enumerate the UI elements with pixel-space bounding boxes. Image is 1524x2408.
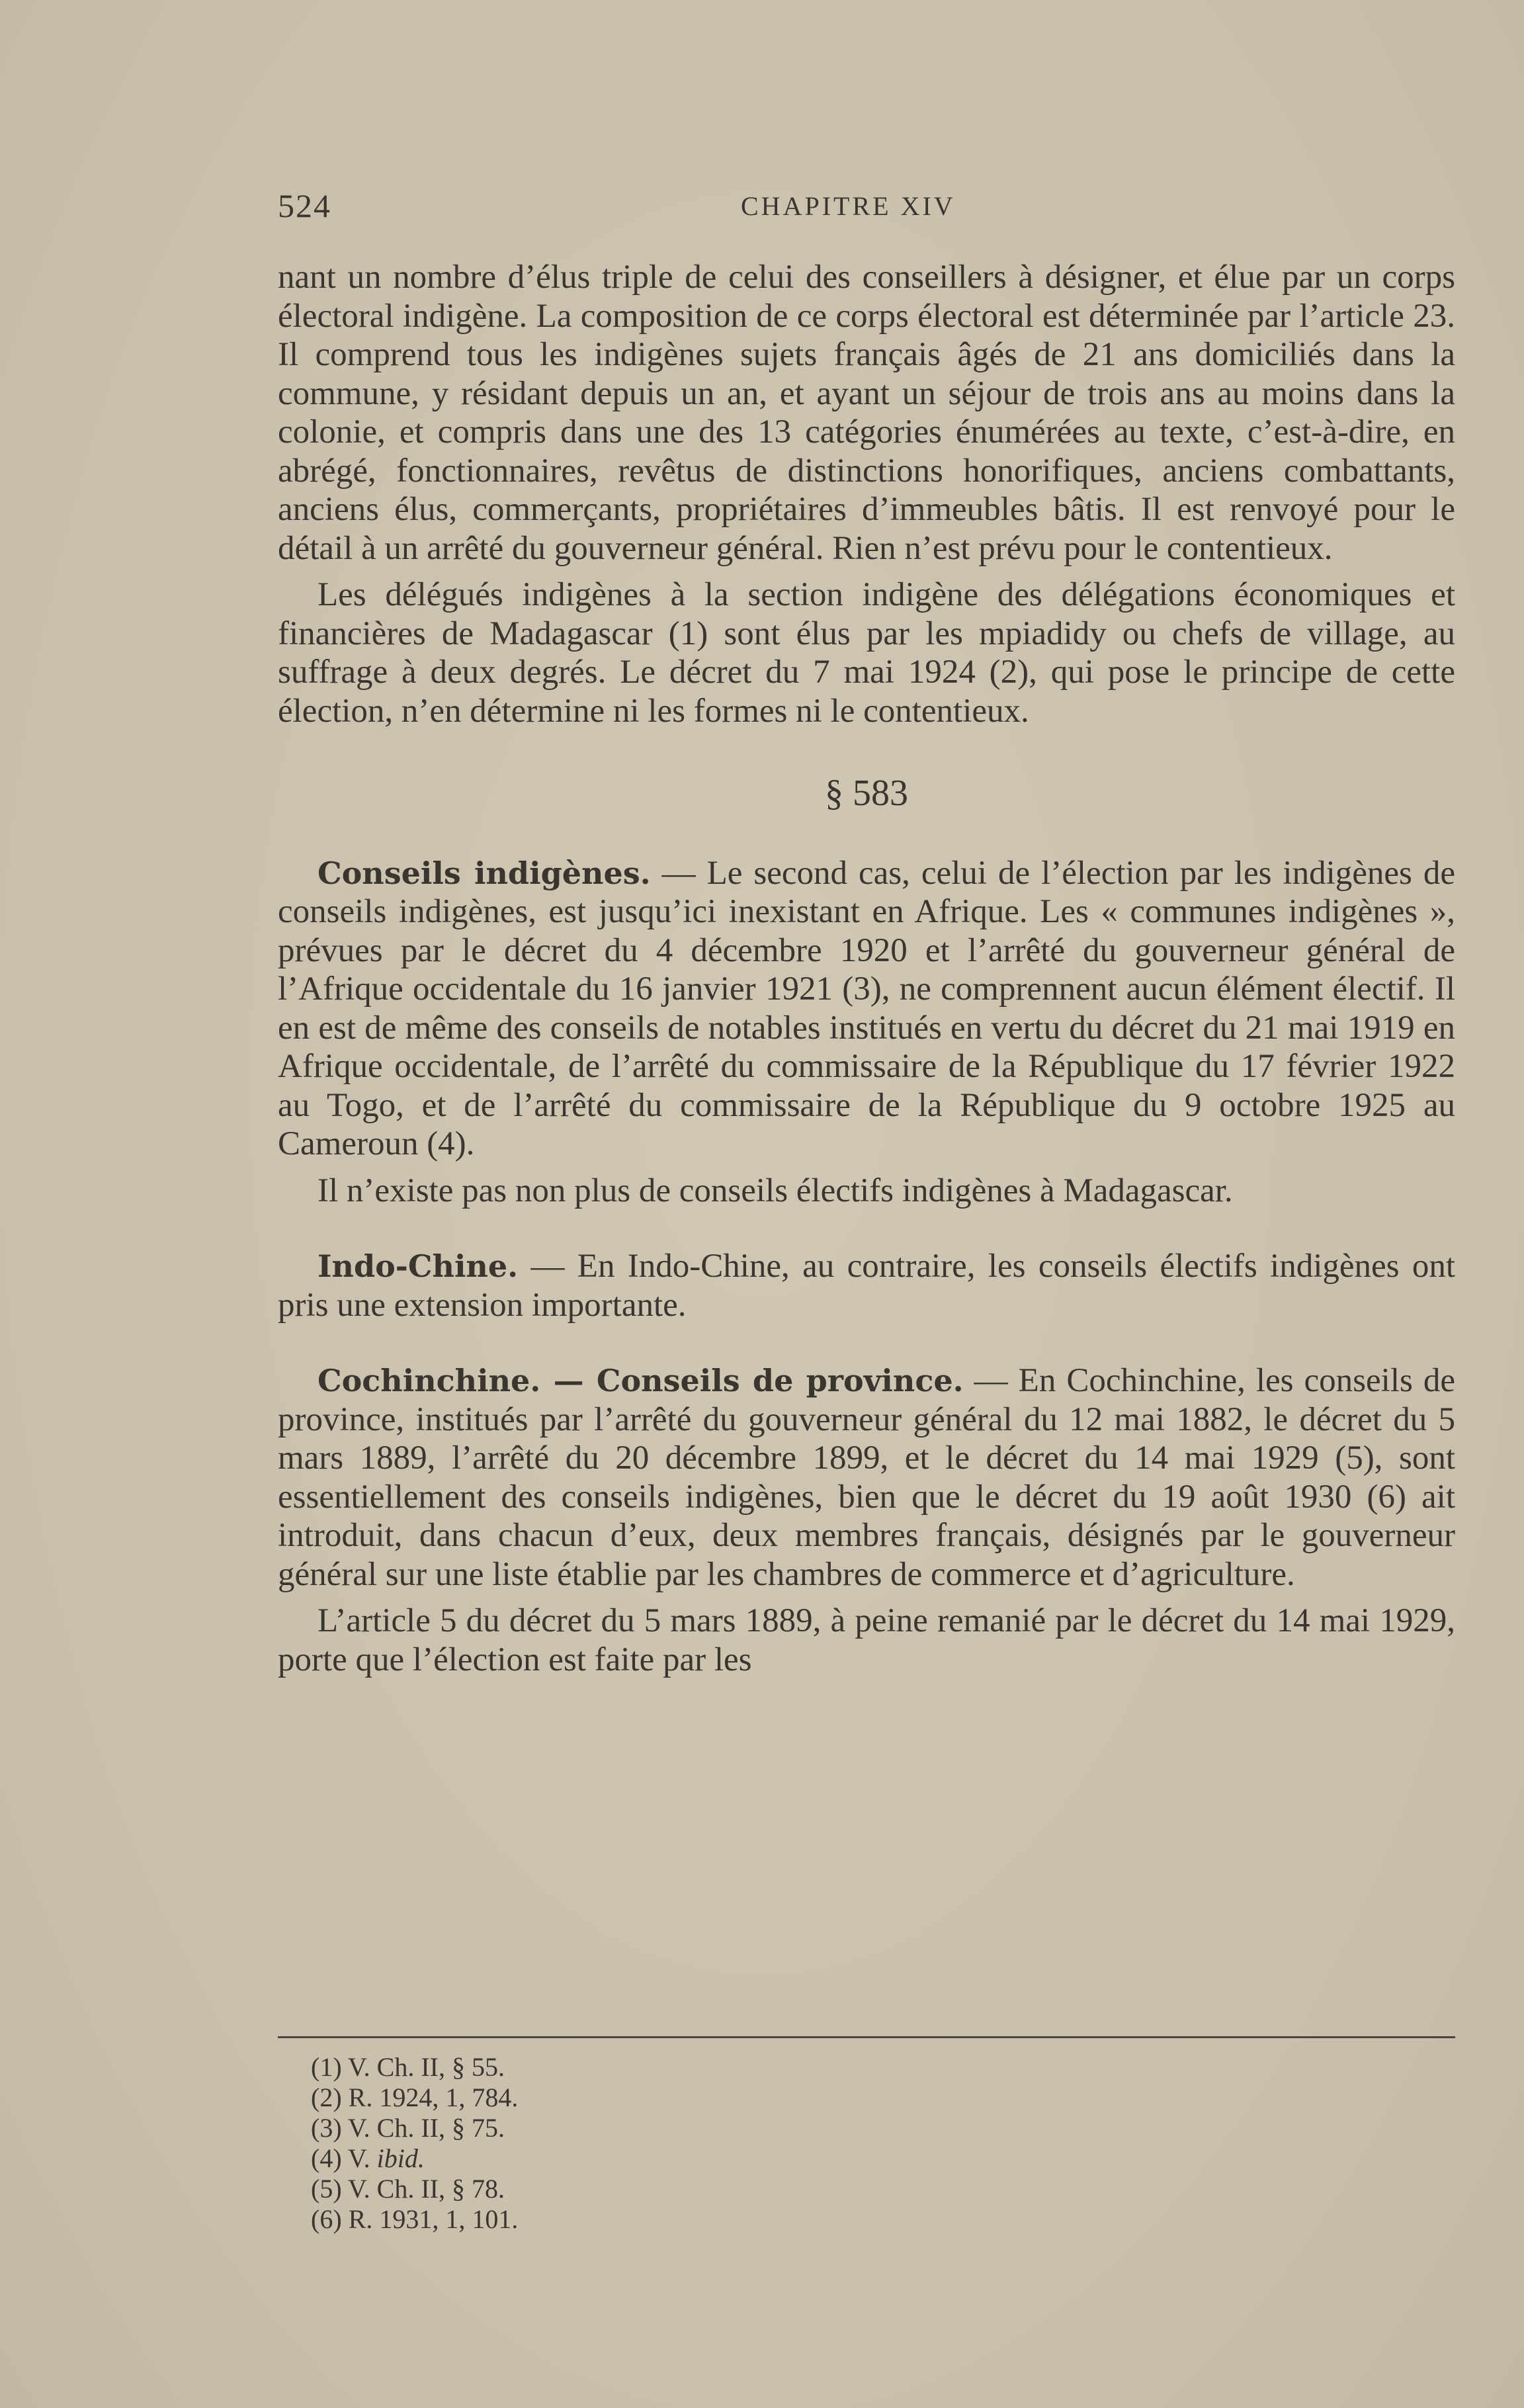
paragraph-madagascar: Il n’existe pas non plus de conseils électifs indigènes à Madagascar. [318,1172,1233,1209]
footnote [311,2052,518,2083]
running-title: CHAPITRE XIV [741,191,956,221]
footnote [311,2143,518,2174]
text-cochinchine: — En Cochinchine, les conseils de province, institués par l’arrêté du gouverneur général du 12 mai 1882, le décret du 5 mars 1889, l’arrêté du 20 décembre 1899, et le décret du 14 mai 1929 (5), sont essentiellement des conseils indigènes, bien que le décret du 19 août 1930 (6) ait introduit, dans chacun d’eux, deux membres français, désignés par le gouverneur général sur une liste établie par les chambres de commerce et d’agriculture. [278,1362,1455,1593]
page-number: 524 [278,187,331,224]
footnote [311,2083,518,2113]
page-header [278,187,1455,226]
footnote-number: (4) [311,2143,342,2173]
footnote-text: V. Ch. II, § 78. [347,2174,505,2204]
footnote-text: V. [347,2143,377,2173]
lead-indochine: Indo-Chine. [318,1248,519,1284]
footnote-number: (1) [311,2052,342,2082]
paragraph-indochine [278,1247,1455,1324]
footnote-text: R. 1924, 1, 784. [348,2083,519,2112]
footnote-number: (2) [311,2083,342,2112]
footnotes [311,2052,518,2235]
section-number: § 583 [825,773,908,814]
paragraph-continuation: nant un nombre d’élus triple de celui des conseillers à désigner, et élue par un corps électoral indigène. La composition de ce corps électoral est déterminée par l’article 23. Il comprend tous les indigènes sujets français âgés de 21 ans domiciliés dans la commune, y résidant depuis un an, et ayant un séjour de trois ans au moins dans la colonie, et compris dans une des 13 catégories énumérées au texte, c’est-à-dire, en abrégé, fonctionnaires, revêtus de distinctions honorifiques, anciens combattants, anciens élus, commerçants, propriétaires d’immeubles bâtis. Il est renvoyé pour le détail à un arrêté du gouverneur général. Rien n’est prévu pour le contentieux. [278,259,1455,567]
footnote-text: V. Ch. II, § 75. [347,2113,505,2143]
paragraph-delegues: Les délégués indigènes à la section indigène des délégations économiques et financières de Madagascar (1) sont élus par les mpiadidy ou chefs de village, au suffrage à deux degrés. Le décret du 7 mai 1924 (2), qui pose le principe de cette élection, n’en détermine ni les formes ni le contentieux. [278,576,1455,730]
footnote-text: V. Ch. II, § 55. [347,2052,505,2082]
text-indochine: — En Indo-Chine, au contraire, les conseils électifs indigènes ont pris une extension importante. [278,1248,1455,1324]
paragraph-article-5: L’article 5 du décret du 5 mars 1889, à peine remanié par le décret du 14 mai 1929, porte que l’élection est faite par les [278,1602,1455,1678]
footnote-number: (5) [311,2174,342,2204]
paragraph-conseils-indigenes [278,854,1455,1164]
footnote [311,2113,518,2143]
footnote-number: (6) [311,2204,342,2234]
text-conseils-indigenes: — Le second cas, celui de l’élection par les indigènes de conseils indigènes, est jusqu’ici inexistant en Afrique. Les « communes indigènes », prévues par le décret du 4 décembre 1920 et l’arrêté du gouverneur général de l’Afrique occidentale du 16 janvier 1921 (3), ne comprennent aucun élément électif. Il en est de même des conseils de notables institués en vertu du décret du 21 mai 1919 en Afrique occidentale, de l’arrêté du commissaire de la République du 17 février 1922 au Togo, et de l’arrêté du commissaire de la République du 9 octobre 1925 au Cameroun (4). [278,854,1456,1162]
paragraph-cochinchine [278,1361,1455,1594]
body-text [278,258,1455,1679]
footnote-divider [278,2036,1455,2038]
footnote-italic-text: ibid. [376,2143,425,2173]
footnote [311,2174,518,2204]
lead-conseils-indigenes: Conseils indigènes. [318,855,651,891]
lead-cochinchine: Cochinchine. — Conseils de province. [318,1363,964,1398]
footnote [311,2204,518,2235]
footnote-number: (3) [311,2113,342,2143]
footnote-text: R. 1931, 1, 101. [348,2204,519,2234]
